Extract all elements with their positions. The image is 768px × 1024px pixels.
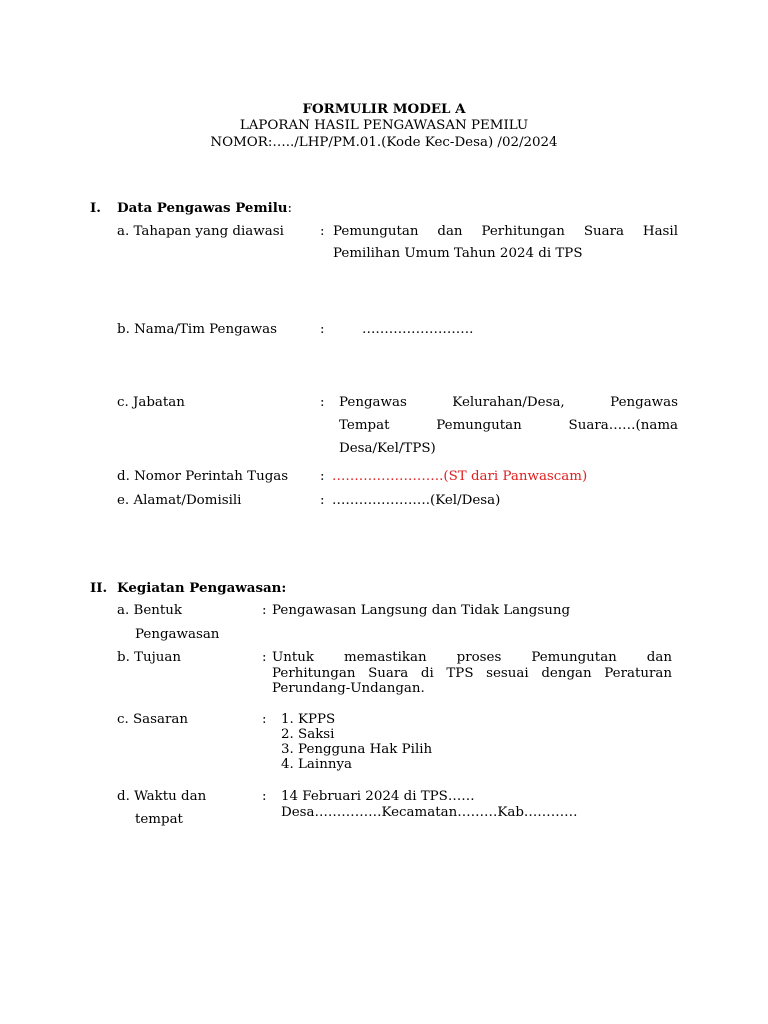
s1-e-colon: :	[320, 493, 325, 508]
s2-b-value-line2: Perhitungan Suara di TPS sesuai dengan Peraturan	[272, 666, 672, 681]
s2-a-value: Pengawasan Langsung dan Tidak Langsung	[272, 603, 571, 618]
form-title: FORMULIR MODEL A	[302, 101, 466, 117]
s1-b-label: b. Nama/Tim Pengawas	[117, 322, 277, 337]
s2-a-label-line2: Pengawasan	[135, 627, 220, 642]
s1-c-label: c. Jabatan	[117, 395, 185, 410]
s1-c-colon: :	[320, 395, 325, 410]
s2-d-value-line1: 14 Februari 2024 di TPS……	[281, 789, 475, 804]
section1-heading	[117, 200, 292, 217]
section1-heading-colon: :	[287, 201, 293, 216]
target-list-item: 1. KPPS	[281, 712, 336, 727]
s1-a-value-line2: Pemilihan Umum Tahun 2024 di TPS	[333, 246, 583, 261]
section1-numeral: I.	[90, 200, 101, 216]
s2-d-colon: :	[262, 789, 267, 804]
s1-a-colon: :	[320, 224, 325, 239]
report-title: LAPORAN HASIL PENGAWASAN PEMILU	[239, 118, 529, 133]
s2-b-value-line1: Untuk memastikan proses Pemungutan dan	[272, 650, 672, 665]
s1-a-value-line1: Pemungutan dan Perhitungan Suara Hasil	[333, 224, 678, 239]
section1-heading-text: Data Pengawas Pemilu	[117, 200, 288, 216]
s2-d-label-line2: tempat	[135, 812, 183, 827]
s2-a-colon: :	[262, 603, 267, 618]
s2-b-colon: :	[262, 650, 267, 665]
s1-e-label: e. Alamat/Domisili	[117, 493, 242, 508]
s2-b-label: b. Tujuan	[117, 650, 182, 665]
s1-d-value: …………………….(ST dari Panwascam)	[332, 469, 588, 484]
s1-c-value-line3: Desa/Kel/TPS)	[339, 441, 436, 456]
s1-e-value: ………………….(Kel/Desa)	[332, 493, 501, 508]
s1-d-colon: :	[320, 469, 325, 484]
s2-b-value-line3: Perundang-Undangan.	[272, 681, 425, 696]
s1-a-label: a. Tahapan yang diawasi	[117, 224, 284, 239]
s1-b-value: …………………….	[362, 322, 474, 337]
section2-heading: Kegiatan Pengawasan:	[117, 580, 287, 596]
s2-d-label-line1: d. Waktu dan	[117, 789, 207, 804]
s1-c-value-line1: Pengawas Kelurahan/Desa, Pengawas	[339, 395, 678, 410]
s2-c-colon: :	[262, 712, 267, 727]
report-number: NOMOR:…../LHP/PM.01.(Kode Kec-Desa) /02/2024	[210, 135, 558, 150]
target-list-item: 3. Pengguna Hak Pilih	[281, 742, 433, 757]
s1-d-label: d. Nomor Perintah Tugas	[117, 469, 289, 484]
s2-c-label: c. Sasaran	[117, 712, 189, 727]
s2-d-value-line2: Desa……………Kecamatan………Kab…………	[281, 805, 578, 820]
s1-b-colon: :	[320, 322, 325, 337]
s2-a-label-line1: a. Bentuk	[117, 603, 183, 618]
s1-c-value-line2: Tempat Pemungutan Suara……(nama	[339, 418, 678, 433]
target-list-item: 2. Saksi	[281, 727, 335, 742]
section2-numeral: II.	[90, 580, 108, 596]
target-list-item: 4. Lainnya	[281, 757, 352, 772]
